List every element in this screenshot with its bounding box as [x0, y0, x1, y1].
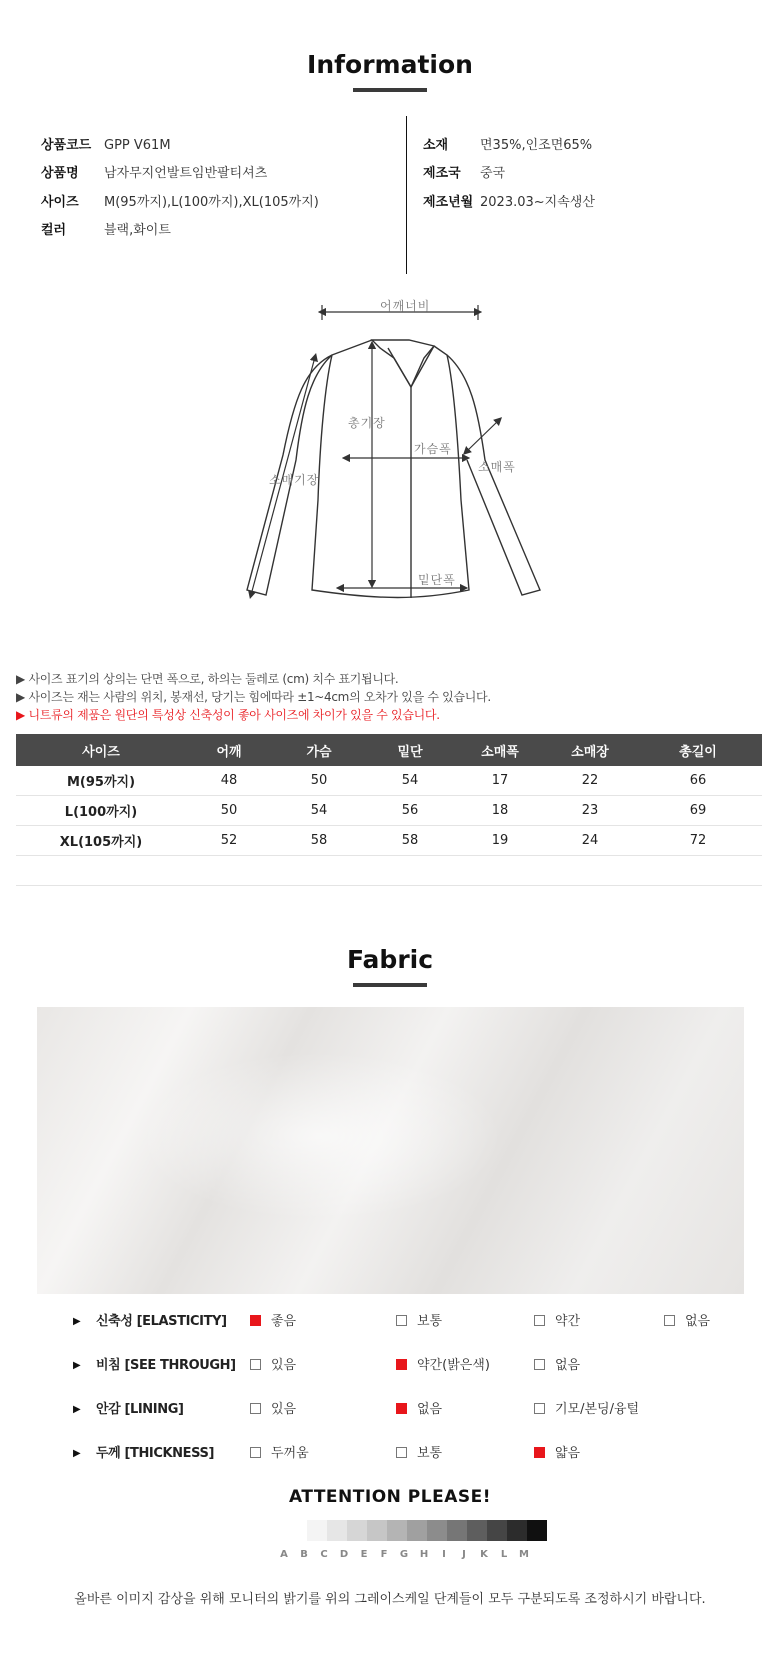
- table-cell: 54: [272, 796, 366, 826]
- attr-row-thickness: [0, 1442, 780, 1466]
- checkbox-icon: [396, 1359, 407, 1370]
- fabric-section-title: Fabric: [346, 945, 434, 974]
- info-key: 컬러: [41, 223, 67, 238]
- table-cell: 54: [366, 766, 454, 796]
- header-cell: 소매장: [546, 734, 634, 766]
- monitor-brightness-note: 올바른 이미지 감상을 위해 모니터의 밝기를 위의 그레이스케일 단계들이 모두 구분되도록 조정하시기 바랍니다.: [74, 1592, 706, 1607]
- option-see-through-none: 없음: [534, 1354, 580, 1378]
- table-cell: 72: [634, 826, 762, 856]
- checkbox-icon: [534, 1447, 545, 1458]
- grayscale-swatch: [467, 1520, 487, 1541]
- option-elasticity-slight: 약간: [534, 1310, 580, 1334]
- table-row: [16, 766, 762, 796]
- attr-label: 두께 [THICKNESS]: [96, 1446, 215, 1461]
- header-cell: 소매폭: [454, 734, 546, 766]
- grayscale-letter: E: [360, 1549, 368, 1560]
- info-value: 남자무지언발트임반팔티셔츠: [104, 166, 268, 181]
- grayscale-swatch: [427, 1520, 447, 1541]
- info-value: 블랙,화이트: [104, 223, 171, 238]
- fabric-texture-photo: [37, 1007, 744, 1294]
- grayscale-letter: A: [280, 1549, 288, 1560]
- info-row-manufacture-date: [423, 193, 595, 213]
- table-cell: 50: [272, 766, 366, 796]
- checkbox-icon: [250, 1447, 261, 1458]
- table-cell: L(100까지): [16, 796, 186, 826]
- info-row-size: [41, 193, 319, 213]
- table-row: [16, 826, 762, 856]
- label-hem-width: 밑단폭: [418, 573, 456, 587]
- grayscale-letter: H: [419, 1549, 429, 1560]
- info-row-product-code: [41, 136, 171, 156]
- table-cell: 69: [634, 796, 762, 826]
- label-sleeve-length: 소매기장: [269, 473, 320, 487]
- option-lining-yes: 있음: [250, 1398, 296, 1422]
- table-cell: 58: [272, 826, 366, 856]
- info-section-title: Information: [307, 50, 473, 79]
- table-cell: 17: [454, 766, 546, 796]
- checkbox-icon: [250, 1315, 261, 1326]
- grayscale-letter: L: [500, 1549, 508, 1560]
- attr-row-see-through: [0, 1354, 780, 1378]
- info-divider: [406, 116, 407, 274]
- header-cell: 사이즈: [16, 734, 186, 766]
- option-elasticity-good: 좋음: [250, 1310, 296, 1334]
- attr-row-elasticity: [0, 1310, 780, 1334]
- info-row-material: [423, 136, 592, 156]
- info-value: GPP V61M: [104, 138, 171, 153]
- grayscale-letter: C: [320, 1549, 328, 1560]
- header-cell: 가슴: [272, 734, 366, 766]
- grayscale-letter: I: [442, 1549, 446, 1560]
- checkbox-icon: [396, 1315, 407, 1326]
- fabric-title-underline: [353, 983, 427, 987]
- size-note: ▶ 사이즈는 재는 사람의 위치, 봉재선, 당기는 힘에따라 ±1~4cm의 오차가 있을 수 있습니다.: [16, 690, 491, 704]
- table-cell: 56: [366, 796, 454, 826]
- info-key: 제조년월: [423, 195, 474, 210]
- grayscale-letters: [274, 1549, 534, 1560]
- checkbox-icon: [250, 1403, 261, 1414]
- table-row-empty: [16, 856, 762, 886]
- size-table-header: [16, 734, 762, 766]
- table-cell: M(95까지): [16, 766, 186, 796]
- option-see-through-slight: 약간(밝은색): [396, 1354, 490, 1378]
- info-value: M(95까지),L(100까지),XL(105까지): [104, 195, 319, 210]
- grayscale-swatch: [327, 1520, 347, 1541]
- grayscale-swatch: [367, 1520, 387, 1541]
- label-sleeve-width: 소매폭: [478, 460, 516, 474]
- grayscale-swatch: [347, 1520, 367, 1541]
- attention-title: ATTENTION PLEASE!: [289, 1487, 491, 1507]
- triangle-right-icon: ▶: [73, 1316, 81, 1327]
- label-total-length: 총기장: [348, 416, 386, 430]
- table-cell: 22: [546, 766, 634, 796]
- table-cell: 58: [366, 826, 454, 856]
- table-cell: 19: [454, 826, 546, 856]
- checkbox-icon: [396, 1447, 407, 1458]
- label-chest-width: 가슴폭: [414, 442, 452, 456]
- grayscale-swatch: [447, 1520, 467, 1541]
- grayscale-letter: F: [380, 1549, 388, 1560]
- shirt-size-diagram: [0, 290, 780, 630]
- grayscale-swatch: [487, 1520, 507, 1541]
- option-thickness-thick: 두꺼움: [250, 1442, 309, 1466]
- table-cell: 50: [186, 796, 272, 826]
- grayscale-swatch: [287, 1520, 307, 1541]
- option-elasticity-none: 없음: [664, 1310, 710, 1334]
- table-cell: 52: [186, 826, 272, 856]
- grayscale-letter: D: [339, 1549, 349, 1560]
- attr-label: 안감 [LINING]: [96, 1402, 184, 1417]
- info-title-underline: [353, 88, 427, 92]
- grayscale-swatch: [507, 1520, 527, 1541]
- attr-row-lining: [0, 1398, 780, 1422]
- checkbox-icon: [534, 1359, 545, 1370]
- grayscale-letter: K: [480, 1549, 488, 1560]
- option-thickness-thin: 얇음: [534, 1442, 580, 1466]
- info-key: 소재: [423, 138, 449, 153]
- info-key: 제조국: [423, 166, 461, 181]
- checkbox-icon: [250, 1359, 261, 1370]
- option-see-through-yes: 있음: [250, 1354, 296, 1378]
- size-table: [16, 734, 762, 886]
- table-cell: 48: [186, 766, 272, 796]
- info-key: 상품명: [41, 166, 79, 181]
- header-cell: 총길이: [634, 734, 762, 766]
- table-cell: 18: [454, 796, 546, 826]
- checkbox-icon: [534, 1315, 545, 1326]
- table-cell: 24: [546, 826, 634, 856]
- option-lining-fleece: 기모/본딩/융털: [534, 1398, 639, 1422]
- checkbox-icon: [664, 1315, 675, 1326]
- grayscale-swatch: [527, 1520, 547, 1541]
- triangle-right-icon: ▶: [73, 1448, 81, 1459]
- measure-arrows: [251, 305, 499, 595]
- table-cell: 23: [546, 796, 634, 826]
- grayscale-letter: M: [519, 1549, 529, 1560]
- table-cell: 66: [634, 766, 762, 796]
- triangle-right-icon: ▶: [73, 1360, 81, 1371]
- option-lining-none: 없음: [396, 1398, 442, 1422]
- knit-warning-note: ▶ 니트류의 제품은 원단의 특성상 신축성이 좋아 사이즈에 차이가 있을 수 있습니다.: [16, 708, 440, 722]
- grayscale-swatch: [307, 1520, 327, 1541]
- grayscale-swatch: [407, 1520, 427, 1541]
- info-key: 사이즈: [41, 195, 79, 210]
- header-cell: 어깨: [186, 734, 272, 766]
- header-cell: 밑단: [366, 734, 454, 766]
- info-value: 중국: [480, 166, 506, 181]
- grayscale-bar: [287, 1520, 547, 1541]
- option-thickness-normal: 보통: [396, 1442, 442, 1466]
- info-value: 2023.03~지속생산: [480, 195, 595, 210]
- attr-label: 신축성 [ELASTICITY]: [96, 1314, 227, 1329]
- grayscale-letter: B: [300, 1549, 308, 1560]
- info-row-country: [423, 164, 505, 184]
- table-row: [16, 796, 762, 826]
- label-shoulder-width: 어깨너비: [380, 299, 431, 313]
- info-key: 상품코드: [41, 138, 92, 153]
- info-value: 면35%,인조면65%: [480, 138, 593, 153]
- option-elasticity-normal: 보통: [396, 1310, 442, 1334]
- grayscale-letter: G: [399, 1549, 409, 1560]
- checkbox-icon: [534, 1403, 545, 1414]
- checkbox-icon: [396, 1403, 407, 1414]
- grayscale-letter: J: [462, 1549, 466, 1560]
- size-note: ▶ 사이즈 표기의 상의는 단면 폭으로, 하의는 둘레로 (cm) 치수 표기됩니다.: [16, 672, 399, 686]
- triangle-right-icon: ▶: [73, 1404, 81, 1415]
- info-row-product-name: [41, 164, 267, 184]
- table-cell: XL(105까지): [16, 826, 186, 856]
- attr-label: 비침 [SEE THROUGH]: [96, 1358, 236, 1373]
- grayscale-swatch: [387, 1520, 407, 1541]
- info-row-color: [41, 221, 171, 241]
